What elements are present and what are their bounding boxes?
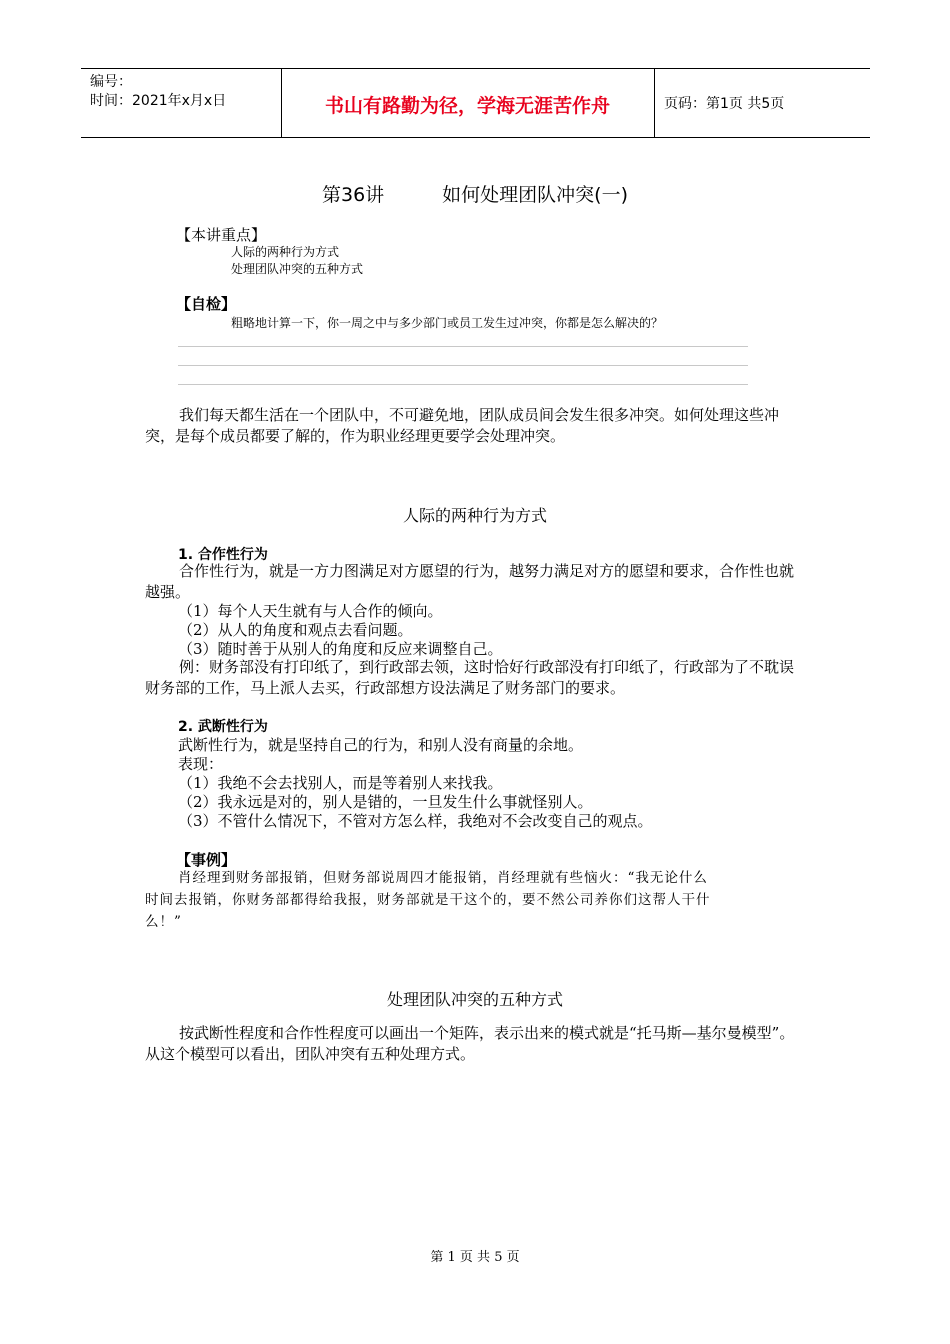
answer-line	[178, 346, 748, 347]
section-heading: 处理团队冲突的五种方式	[386, 990, 563, 1009]
section2-text: 按武断性程度和合作性程度可以画出一个矩阵，表示出来的模式就是“托马斯—基尔曼模型”。从这个模型可以看出，团队冲突有五种处理方式。	[145, 1024, 795, 1063]
list-item: （3）不管什么情况下，不管对方怎么样，我绝对不会改变自己的观点。	[178, 812, 653, 830]
manifest-label: 表现：	[178, 755, 224, 773]
cooperative-example-block	[145, 657, 805, 699]
intro-text: 我们每天都生活在一个团队中，不可避免地，团队成员间会发生很多冲突。如何处理这些冲突，是每个成员都要了解的，作为职业经理更要学会处理冲突。	[145, 406, 780, 445]
list-item: （1）每个人天生就有与人合作的倾向。	[178, 602, 443, 620]
answer-line	[178, 384, 748, 385]
time-label: 时间：2021年x月x日	[90, 93, 227, 109]
cooperative-example: 例：财务部没有打印纸了，到行政部去领，这时恰好行政部没有打印纸了，行政部为了不耽误财务部的工作，马上派人去买，行政部想方设法满足了财务部门的要求。	[145, 658, 795, 697]
number-label: 编号：	[90, 74, 132, 90]
answer-line	[178, 365, 748, 366]
lecture-number: 第36讲	[321, 184, 385, 206]
subsection-title: 1. 合作性行为	[178, 547, 268, 563]
case-line: 么！”	[145, 914, 182, 930]
list-item: （3）随时善于从别人的角度和反应来调整自己。	[178, 640, 503, 658]
list-item: （1）我绝不会去找别人，而是等着别人来找我。	[178, 774, 503, 792]
subsection-title: 2. 武断性行为	[178, 719, 268, 735]
key-points-label: 【本讲重点】	[176, 226, 267, 244]
section2-paragraph	[145, 1023, 805, 1065]
cooperative-definition: 合作性行为，就是一方力图满足对方愿望的行为，越努力满足对方的愿望和要求，合作性也就越强。	[145, 562, 795, 601]
page-footer: 第 1 页 共 5 页	[430, 1250, 520, 1265]
case-line: 时间去报销，你财务部都得给我报，财务部就是干这个的，要不然公司养你们这帮人干什	[145, 892, 711, 908]
key-point-item: 处理团队冲突的五种方式	[231, 262, 364, 276]
header-motto: 书山有路勤为径，学海无涯苦作舟	[324, 95, 610, 117]
page-title	[0, 180, 950, 207]
case-line: 肖经理到财务部报销，但财务部说周四才能报销，肖经理就有些恼火：“我无论什么	[178, 870, 708, 886]
cooperative-definition-block	[145, 561, 805, 603]
case-label: 【事例】	[176, 851, 237, 869]
section-heading: 人际的两种行为方式	[402, 506, 547, 525]
list-item: （2）从人的角度和观点去看问题。	[178, 621, 413, 639]
self-check-question: 粗略地计算一下，你一周之中与多少部门或员工发生过冲突，你都是怎么解决的？	[231, 316, 664, 330]
self-check-label: 【自检】	[176, 295, 237, 313]
lecture-topic: 如何处理团队冲突(一)	[442, 184, 628, 206]
list-item: （2）我永远是对的，别人是错的，一旦发生什么事就怪别人。	[178, 793, 593, 811]
assertive-definition: 武断性行为，就是坚持自己的行为，和别人没有商量的余地。	[178, 736, 584, 754]
header-divider	[654, 69, 655, 137]
header-page-number: 页码：第1页 共5页	[664, 96, 785, 112]
intro-paragraph	[145, 405, 805, 447]
key-point-item: 人际的两种行为方式	[231, 245, 340, 259]
header-meta	[90, 73, 226, 111]
document-header	[81, 68, 870, 138]
